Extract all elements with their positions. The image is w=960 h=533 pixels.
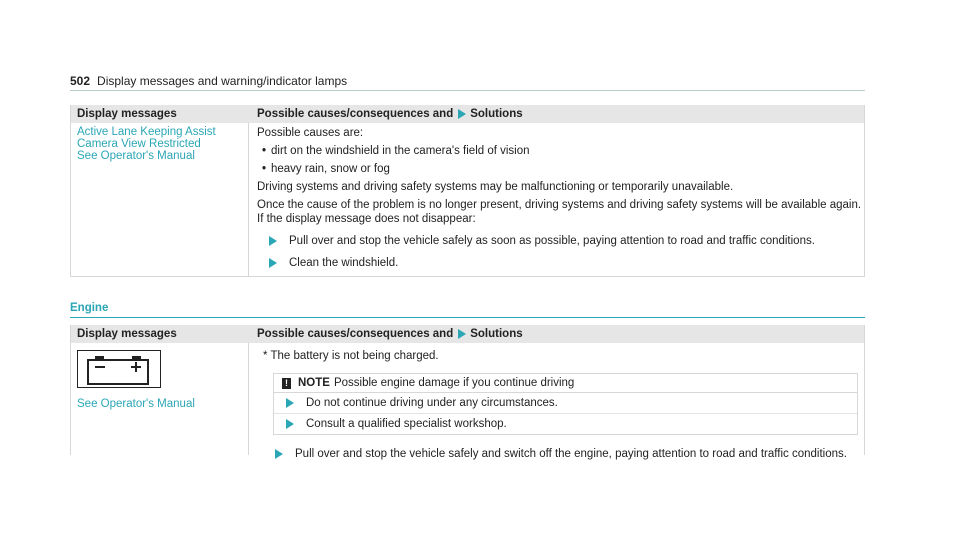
- note-label: NOTE: [298, 377, 330, 389]
- header-causes-solutions: Possible causes/consequences and Solutions: [257, 328, 523, 340]
- arrow-right-icon: [458, 109, 466, 119]
- table-header: [71, 105, 864, 123]
- header-display-messages: Display messages: [77, 108, 177, 120]
- arrow-right-icon: [275, 449, 283, 459]
- arrow-right-icon: [286, 419, 294, 429]
- note-header: [274, 374, 857, 393]
- display-message-cell: [71, 123, 249, 277]
- solution-step: Clean the windshield.: [257, 256, 864, 270]
- solution-step: Pull over and stop the vehicle safely as soon as possible, paying attention to road and traffic conditions.: [257, 234, 864, 248]
- arrow-right-icon: [269, 236, 277, 246]
- causes-solutions-cell: [249, 123, 864, 277]
- table-header: [71, 325, 864, 343]
- warning-icon: !: [282, 378, 291, 389]
- message-line: See Operator's Manual: [77, 150, 195, 162]
- display-messages-table-lane-assist: [70, 105, 865, 277]
- message-line: Active Lane Keeping Assist: [77, 126, 216, 138]
- solution-step: Pull over and stop the vehicle safely and switch off the engine, paying attention to road and traffic conditions.: [263, 447, 864, 461]
- page-number: 502: [70, 74, 91, 88]
- list-item: • dirt on the windshield in the camera's field of vision: [261, 145, 530, 157]
- note-step: Do not continue driving under any circumstances.: [274, 393, 857, 413]
- header-causes-solutions: Possible causes/consequences and Solutions: [257, 108, 523, 120]
- battery-icon: [77, 350, 161, 388]
- arrow-right-icon: [458, 329, 466, 339]
- paragraph: Driving systems and driving safety systems may be malfunctioning or temporarily unavailable.: [257, 181, 734, 193]
- paragraph: If the display message does not disappear:: [257, 213, 476, 225]
- message-line: Camera View Restricted: [77, 138, 201, 150]
- section-title: Engine: [70, 301, 865, 318]
- note-box: [273, 373, 858, 435]
- paragraph: Once the cause of the problem is no longer present, driving systems and driving safety systems will be available again.: [257, 199, 862, 211]
- list-item: • heavy rain, snow or fog: [261, 163, 390, 175]
- display-message-cell: [71, 343, 249, 455]
- cause-text: * The battery is not being charged.: [263, 350, 439, 362]
- causes-intro: Possible causes are:: [257, 127, 364, 139]
- page-header-title: Display messages and warning/indicator lamps: [97, 74, 348, 88]
- header-display-messages: Display messages: [77, 328, 177, 340]
- display-messages-table-engine: [70, 325, 865, 460]
- message-line: See Operator's Manual: [77, 398, 195, 410]
- page-header: [70, 74, 865, 91]
- arrow-right-icon: [286, 398, 294, 408]
- note-step: Consult a qualified specialist workshop.: [274, 413, 857, 434]
- table-row: [71, 123, 864, 277]
- table-row: [71, 343, 864, 460]
- arrow-right-icon: [269, 258, 277, 268]
- note-text: Possible engine damage if you continue driving: [333, 377, 575, 389]
- causes-solutions-cell: [249, 343, 864, 460]
